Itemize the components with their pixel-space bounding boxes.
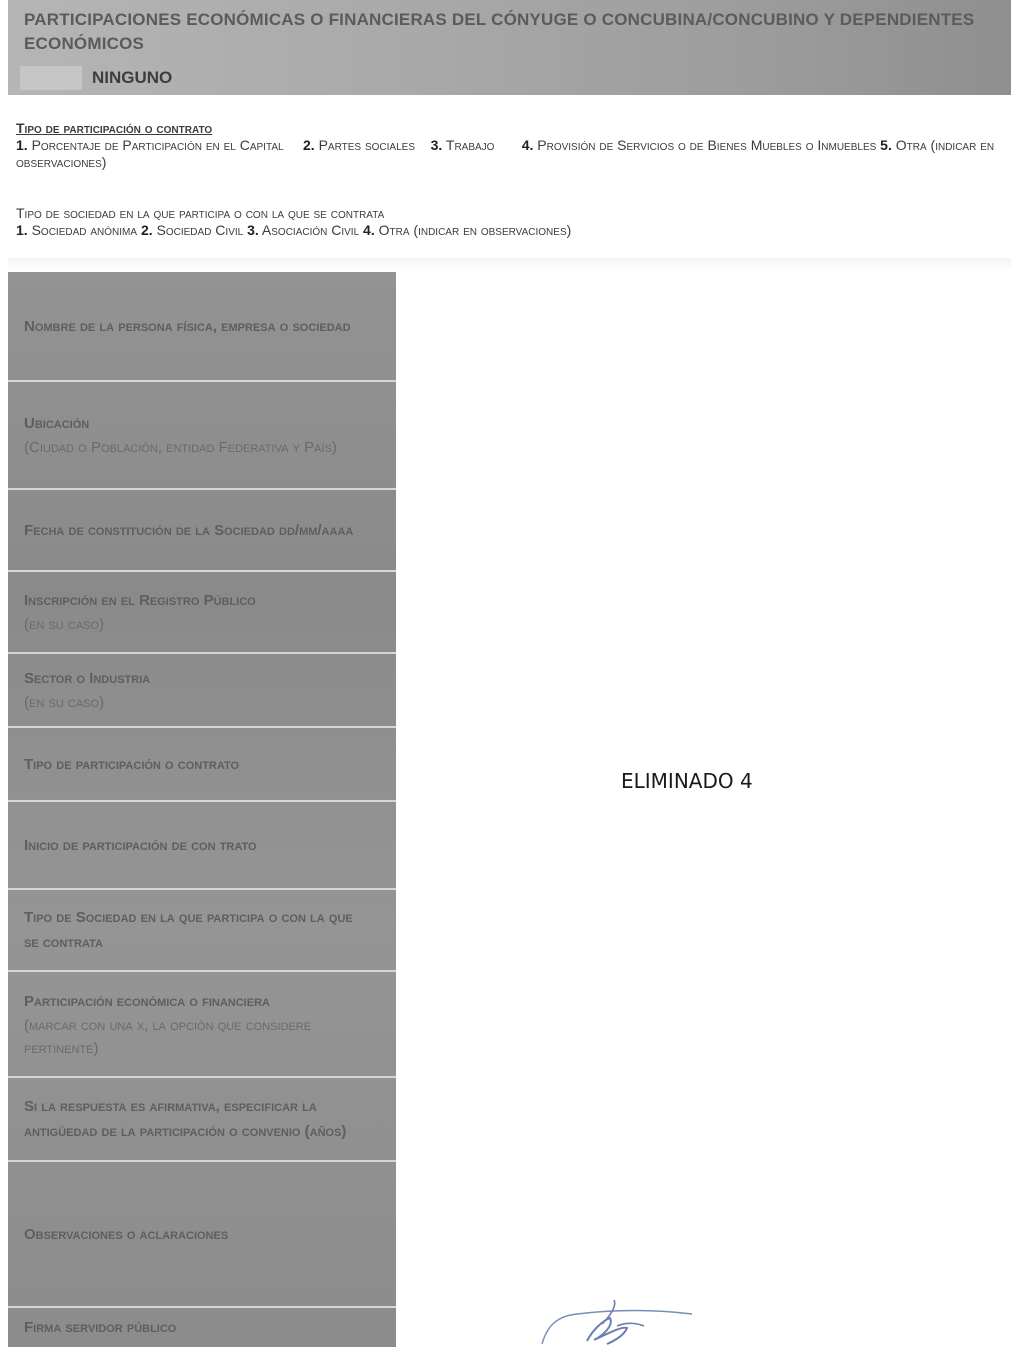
- field-sublabel: (marcar con una x, la opción que considere pertinente): [24, 1016, 312, 1057]
- option-number: 1.: [16, 222, 28, 238]
- option-text: Porcentaje de Participación en el Capital: [31, 137, 284, 153]
- field-label: Observaciones o aclaraciones: [24, 1225, 229, 1243]
- option-text: Partes sociales: [318, 137, 415, 153]
- divider-band: [8, 258, 1011, 272]
- field-sublabel: (en su caso): [24, 694, 105, 711]
- field-label: Tipo de Sociedad en la que participa o con la que se contrata: [24, 909, 353, 951]
- section-title: PARTICIPACIONES ECONÓMICAS O FINANCIERAS DEL CÓNYUGE O CONCUBINA/CONCUBINO Y DEPENDIENTES ECONÓMICOS: [24, 10, 975, 53]
- option-text: Trabajo: [445, 137, 495, 153]
- field-label: Fecha de constitución de la Sociedad dd/mm/aaaa: [24, 521, 354, 539]
- option-text: Asociación Civil: [261, 222, 360, 238]
- option-text: Otra (indicar en observaciones): [378, 222, 572, 238]
- field-label: Firma servidor público: [24, 1319, 177, 1336]
- society-legend-heading: Tipo de sociedad en la que participa o con la que se contrata: [16, 205, 385, 221]
- field-row-tipo-sociedad: [8, 890, 396, 972]
- field-row-participacion: [8, 972, 396, 1078]
- field-row-registro: [8, 572, 396, 654]
- option-number: 3.: [430, 137, 443, 153]
- field-row-antiguedad: [8, 1078, 396, 1162]
- field-label: Participación económica o financiera: [24, 992, 270, 1010]
- section-header: [8, 0, 1011, 95]
- option-number: 4.: [521, 137, 534, 153]
- participation-type-legend: [16, 120, 1006, 171]
- field-label: Inscripción en el Registro Público: [24, 592, 256, 609]
- field-row-ubicacion: [8, 382, 396, 490]
- participation-legend-heading: Tipo de participación o contrato: [16, 120, 213, 136]
- option-text: Provisión de Servicios o de Bienes Muebles o Inmuebles: [537, 137, 877, 153]
- field-label: Sector o Industria: [24, 670, 151, 687]
- redacted-box: [20, 66, 82, 90]
- participation-legend-options: [16, 137, 1006, 171]
- field-row-tipo-participacion: [8, 728, 396, 802]
- field-row-nombre: [8, 272, 396, 382]
- field-label: Nombre de la persona física, empresa o sociedad: [24, 317, 351, 335]
- option-number: 5.: [880, 137, 892, 153]
- field-label-column: [8, 272, 396, 1347]
- field-label: Ubicación: [24, 415, 90, 432]
- option-number: 2.: [303, 137, 315, 153]
- option-text: Sociedad anónima: [31, 222, 138, 238]
- signature-mark: [532, 1296, 702, 1347]
- society-type-legend: [16, 205, 1006, 239]
- field-label: Tipo de participación o contrato: [24, 755, 240, 773]
- option-text: Sociedad Civil: [156, 222, 244, 238]
- option-number: 1.: [16, 137, 28, 153]
- field-row-inicio: [8, 802, 396, 890]
- section-value: NINGUNO: [92, 68, 173, 87]
- field-label: Inicio de participación de con trato: [24, 836, 257, 854]
- field-row-firma: [8, 1308, 396, 1347]
- option-number: 2.: [140, 222, 153, 238]
- society-legend-options: [16, 222, 1006, 239]
- field-label: Si la respuesta es afirmativa, especificar la antigüedad de la participación o convenio (años): [24, 1098, 347, 1140]
- option-text: Otra (indicar en observaciones): [16, 137, 995, 170]
- field-row-observaciones: [8, 1162, 396, 1308]
- field-sublabel: (en su caso): [24, 616, 105, 633]
- option-number: 4.: [363, 222, 375, 238]
- field-row-sector: [8, 654, 396, 728]
- field-sublabel: (Ciudad o Población, entidad Federativa y País): [24, 439, 337, 456]
- redaction-notice: ELIMINADO 4: [621, 769, 753, 793]
- option-number: 3.: [247, 222, 259, 238]
- field-row-fecha: [8, 490, 396, 572]
